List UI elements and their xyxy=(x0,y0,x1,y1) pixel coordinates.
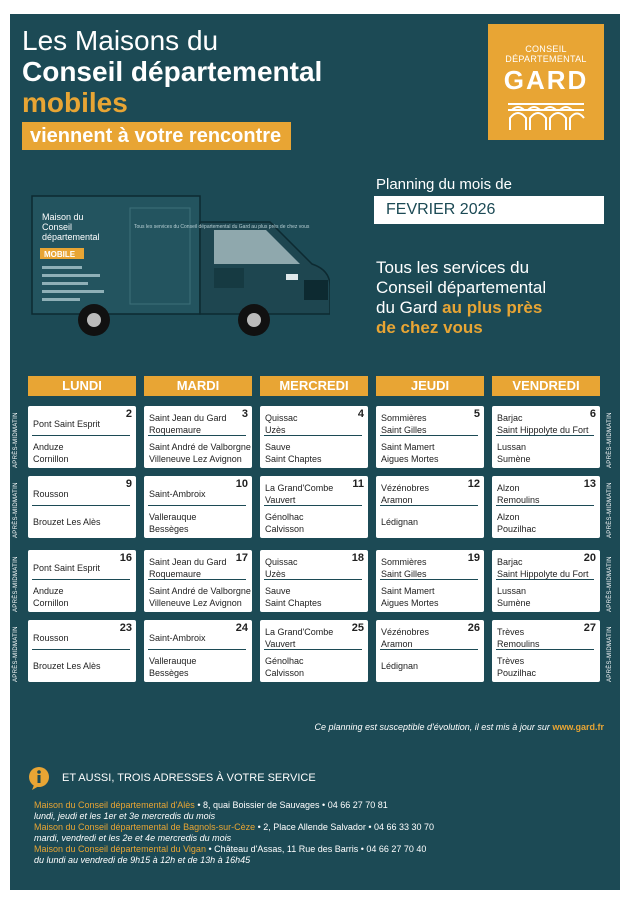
gard-logo xyxy=(488,24,604,140)
afternoon-locations xyxy=(149,511,196,535)
separator xyxy=(380,435,478,436)
day-cell xyxy=(144,476,252,538)
afternoon-locations xyxy=(381,441,439,465)
afternoon-label: APRÈS-MIDI xyxy=(13,573,19,612)
location: Vallerauque xyxy=(149,656,197,666)
footnote xyxy=(314,722,604,732)
separator xyxy=(264,435,362,436)
location: Brouzet Les Alès xyxy=(33,661,101,671)
afternoon-locations xyxy=(381,660,418,672)
day-header-mardi: MARDI xyxy=(144,376,252,396)
day-cell xyxy=(28,550,136,612)
afternoon-locations xyxy=(265,441,322,465)
day-number: 4 xyxy=(357,408,364,420)
morning-locations xyxy=(33,562,100,574)
location: Saint Mamert xyxy=(381,586,435,596)
location: Bessèges xyxy=(149,668,189,678)
separator xyxy=(380,649,478,650)
location: Trèves xyxy=(497,656,525,666)
day-cell xyxy=(260,550,368,612)
location: Calvisson xyxy=(265,524,305,534)
location: Trèves xyxy=(497,627,525,637)
day-number: 19 xyxy=(467,552,480,564)
day-number: 26 xyxy=(467,622,480,634)
morning-locations xyxy=(265,626,333,650)
afternoon-locations xyxy=(265,511,304,535)
morning-locations xyxy=(497,556,589,580)
location: Sumène xyxy=(497,454,531,464)
afternoon-locations xyxy=(33,441,69,465)
day-number: 24 xyxy=(235,622,248,634)
location: Saint Mamert xyxy=(381,442,435,452)
location: Rousson xyxy=(33,489,69,499)
day-cell xyxy=(260,476,368,538)
services-line-2: Conseil départemental xyxy=(376,278,547,297)
location: Villeneuve Lez Avignon xyxy=(149,454,242,464)
day-cell xyxy=(492,620,600,682)
planning-month: FEVRIER 2026 xyxy=(374,196,604,224)
location: Quissac xyxy=(265,413,298,423)
afternoon-locations xyxy=(33,516,101,528)
afternoon-label: APRÈS-MIDI xyxy=(13,499,19,538)
services-line-3a: du Gard xyxy=(376,298,443,317)
separator xyxy=(32,435,130,436)
morning-locations xyxy=(33,632,69,644)
pont-du-gard-icon xyxy=(506,98,586,132)
location: Quissac xyxy=(265,557,298,567)
location: Sumène xyxy=(497,598,531,608)
address-3-name: Maison du Conseil départemental du Vigan xyxy=(34,844,206,854)
location: Lussan xyxy=(497,442,527,452)
separator xyxy=(380,579,478,580)
location: Saint-Ambroix xyxy=(149,633,206,643)
morning-label: MATIN xyxy=(13,412,19,432)
logo-line-2: DÉPARTEMENTAL xyxy=(505,54,587,64)
day-cell xyxy=(260,620,368,682)
address-2-detail: • 2, Place Allende Salvador • 04 66 33 30 70 xyxy=(255,822,435,832)
afternoon-label: APRÈS-MIDI xyxy=(607,643,613,682)
location: Pouzilhac xyxy=(497,668,537,678)
day-cell xyxy=(28,476,136,538)
morning-label: MATIN xyxy=(607,626,613,646)
location: La Grand'Combe xyxy=(265,483,334,493)
logo-name: GARD xyxy=(503,65,589,95)
location: Génolhac xyxy=(265,656,304,666)
afternoon-locations xyxy=(149,655,196,679)
truck-mobile-badge: MOBILE xyxy=(44,250,76,259)
location: Saint Hippolyte du Fort xyxy=(497,569,589,579)
separator xyxy=(32,505,130,506)
day-number: 23 xyxy=(119,622,132,634)
afternoon-locations xyxy=(381,585,439,609)
afternoon-locations xyxy=(381,516,418,528)
morning-locations xyxy=(381,556,427,580)
afternoon-locations xyxy=(497,511,536,535)
day-number: 18 xyxy=(351,552,364,564)
services-text xyxy=(376,258,546,338)
morning-locations xyxy=(265,556,298,580)
services-line-3b: au plus près xyxy=(442,298,543,317)
day-header-jeudi: JEUDI xyxy=(376,376,484,396)
morning-locations xyxy=(381,626,429,650)
separator xyxy=(264,579,362,580)
title-line-1: Les Maisons du xyxy=(22,25,219,56)
location: Lédignan xyxy=(381,517,419,527)
day-cell xyxy=(28,620,136,682)
morning-label: MATIN xyxy=(13,556,19,576)
location: Vauvert xyxy=(265,495,296,505)
location: Vézénobres xyxy=(381,483,430,493)
address-1-detail: • 8, quai Boissier de Sauvages • 04 66 27 70 81 xyxy=(194,800,388,810)
location: Saint Jean du Gard xyxy=(149,557,227,567)
location: Cornillon xyxy=(33,598,69,608)
truck-title-3: départemental xyxy=(42,232,100,242)
truck-title-1: Maison du xyxy=(42,212,84,222)
address-1-name: Maison du Conseil départemental d'Alès xyxy=(34,800,195,810)
morning-locations xyxy=(497,626,540,650)
location: Remoulins xyxy=(497,495,540,505)
day-number: 16 xyxy=(119,552,132,564)
location: Roquemaure xyxy=(149,569,202,579)
separator xyxy=(148,649,246,650)
separator xyxy=(148,505,246,506)
flyer-page xyxy=(10,14,620,890)
location: Brouzet Les Alès xyxy=(33,517,101,527)
location: Aramon xyxy=(381,495,413,505)
afternoon-locations xyxy=(497,441,531,465)
day-header-vendredi: VENDREDI xyxy=(492,376,600,396)
info-title: ET AUSSI, TROIS ADRESSES À VOTRE SERVICE xyxy=(62,772,316,784)
afternoon-locations xyxy=(265,655,304,679)
location: Vézénobres xyxy=(381,627,430,637)
location: Alzon xyxy=(497,512,520,522)
location: Aramon xyxy=(381,639,413,649)
address-3-hours: du lundi au vendredi de 9h15 à 12h et de 13h à 16h45 xyxy=(34,855,251,865)
location: Pont Saint Esprit xyxy=(33,419,101,429)
services-line-4: de chez vous xyxy=(376,318,483,337)
location: Lussan xyxy=(497,586,527,596)
location: Anduze xyxy=(33,442,64,452)
day-cell xyxy=(376,550,484,612)
day-header-lundi: LUNDI xyxy=(28,376,136,396)
afternoon-locations xyxy=(497,585,531,609)
morning-locations xyxy=(149,632,206,644)
location: Saint Gilles xyxy=(381,569,427,579)
day-cell xyxy=(492,406,600,468)
morning-locations xyxy=(33,418,100,430)
gard-website-link[interactable]: www.gard.fr xyxy=(552,722,604,732)
day-cell xyxy=(376,476,484,538)
mobile-truck-illustration xyxy=(30,184,330,344)
separator xyxy=(32,649,130,650)
day-cell xyxy=(260,406,368,468)
location: Saint Jean du Gard xyxy=(149,413,227,423)
afternoon-label: APRÈS-MIDI xyxy=(607,499,613,538)
afternoon-label: APRÈS-MIDI xyxy=(13,429,19,468)
morning-locations xyxy=(149,556,227,580)
address-2-hours: mardi, vendredi et les 2e et 4e mercredis du mois xyxy=(34,833,232,843)
day-cell xyxy=(492,476,600,538)
truck-side-text: Tous les services du Conseil départemental du Gard au plus près de chez vous xyxy=(134,224,310,230)
location: Uzès xyxy=(265,569,286,579)
location: Lédignan xyxy=(381,661,419,671)
afternoon-label: APRÈS-MIDI xyxy=(607,429,613,468)
location: Sommières xyxy=(381,557,427,567)
location: Anduze xyxy=(33,586,64,596)
day-cell xyxy=(144,550,252,612)
morning-locations xyxy=(149,488,206,500)
day-number: 9 xyxy=(125,478,132,490)
morning-label: MATIN xyxy=(13,482,19,502)
day-number: 20 xyxy=(583,552,596,564)
separator xyxy=(496,435,594,436)
subtitle-banner: viennent à votre rencontre xyxy=(22,122,291,150)
morning-locations xyxy=(497,412,589,436)
afternoon-locations xyxy=(497,655,536,679)
logo-line-1: CONSEIL xyxy=(525,44,567,54)
day-cell xyxy=(144,406,252,468)
location: Barjac xyxy=(497,557,523,567)
truck-title-2: Conseil xyxy=(42,222,73,232)
separator xyxy=(496,649,594,650)
location: Alzon xyxy=(497,483,520,493)
location: Rousson xyxy=(33,633,69,643)
morning-locations xyxy=(497,482,540,506)
morning-locations xyxy=(265,482,333,506)
afternoon-locations xyxy=(33,585,69,609)
planning-label: Planning du mois de xyxy=(376,176,512,193)
morning-locations xyxy=(381,482,429,506)
afternoon-locations xyxy=(149,441,251,465)
separator xyxy=(380,505,478,506)
info-icon xyxy=(28,766,50,790)
morning-label: MATIN xyxy=(13,626,19,646)
location: Calvisson xyxy=(265,668,305,678)
location: Saint Gilles xyxy=(381,425,427,435)
location: Saint Hippolyte du Fort xyxy=(497,425,589,435)
location: Saint Chaptes xyxy=(265,598,322,608)
day-number: 25 xyxy=(351,622,364,634)
morning-locations xyxy=(149,412,227,436)
afternoon-label: APRÈS-MIDI xyxy=(13,643,19,682)
day-number: 10 xyxy=(235,478,248,490)
day-number: 17 xyxy=(235,552,248,564)
location: Vallerauque xyxy=(149,512,197,522)
location: Uzès xyxy=(265,425,286,435)
location: Saint-Ambroix xyxy=(149,489,206,499)
day-cell xyxy=(492,550,600,612)
location: Aigues Mortes xyxy=(381,598,439,608)
location: Remoulins xyxy=(497,639,540,649)
location: Cornillon xyxy=(33,454,69,464)
location: Sauve xyxy=(265,442,291,452)
location: Sommières xyxy=(381,413,427,423)
day-header-mercredi: MERCREDI xyxy=(260,376,368,396)
location: Pouzilhac xyxy=(497,524,537,534)
day-cell xyxy=(376,406,484,468)
title-line-2: Conseil départemental xyxy=(22,56,323,87)
day-cell xyxy=(144,620,252,682)
location: Pont Saint Esprit xyxy=(33,563,101,573)
separator xyxy=(264,505,362,506)
day-number: 2 xyxy=(125,408,132,420)
day-cell xyxy=(28,406,136,468)
title-line-3: mobiles xyxy=(22,87,128,118)
day-number: 11 xyxy=(352,478,364,490)
address-1-hours: lundi, jeudi et les 1er et 3e mercredis du mois xyxy=(34,811,216,821)
afternoon-locations xyxy=(33,660,101,672)
location: Roquemaure xyxy=(149,425,202,435)
day-number: 6 xyxy=(589,408,596,420)
morning-label: MATIN xyxy=(607,556,613,576)
afternoon-locations xyxy=(265,585,322,609)
day-number: 3 xyxy=(241,408,248,420)
address-3-detail: • Château d'Assas, 11 Rue des Barris • 04 66 27 70 40 xyxy=(205,844,427,854)
separator xyxy=(148,435,246,436)
morning-label: MATIN xyxy=(607,482,613,502)
location: Villeneuve Lez Avignon xyxy=(149,598,242,608)
separator xyxy=(148,579,246,580)
separator xyxy=(32,579,130,580)
separator xyxy=(496,505,594,506)
address-list xyxy=(34,800,434,866)
morning-locations xyxy=(265,412,298,436)
location: Bessèges xyxy=(149,524,189,534)
location: Saint André de Valborgne xyxy=(149,586,251,596)
day-number: 5 xyxy=(473,408,480,420)
day-number: 13 xyxy=(583,478,596,490)
location: Génolhac xyxy=(265,512,304,522)
afternoon-locations xyxy=(149,585,251,609)
day-number: 12 xyxy=(467,478,480,490)
morning-label: MATIN xyxy=(607,412,613,432)
location: Sauve xyxy=(265,586,291,596)
location: Saint André de Valborgne xyxy=(149,442,251,452)
services-line-1: Tous les services du xyxy=(376,258,530,277)
morning-locations xyxy=(33,488,69,500)
location: La Grand'Combe xyxy=(265,627,334,637)
day-cell xyxy=(376,620,484,682)
location: Aigues Mortes xyxy=(381,454,439,464)
address-2-name: Maison du Conseil départemental de Bagnols-sur-Cèze xyxy=(34,822,256,832)
footnote-text: Ce planning est susceptible d'évolution, il est mis à jour sur xyxy=(314,722,553,732)
separator xyxy=(496,579,594,580)
morning-locations xyxy=(381,412,427,436)
location: Vauvert xyxy=(265,639,296,649)
separator xyxy=(264,649,362,650)
afternoon-label: APRÈS-MIDI xyxy=(607,573,613,612)
day-number: 27 xyxy=(583,622,596,634)
location: Saint Chaptes xyxy=(265,454,322,464)
location: Barjac xyxy=(497,413,523,423)
